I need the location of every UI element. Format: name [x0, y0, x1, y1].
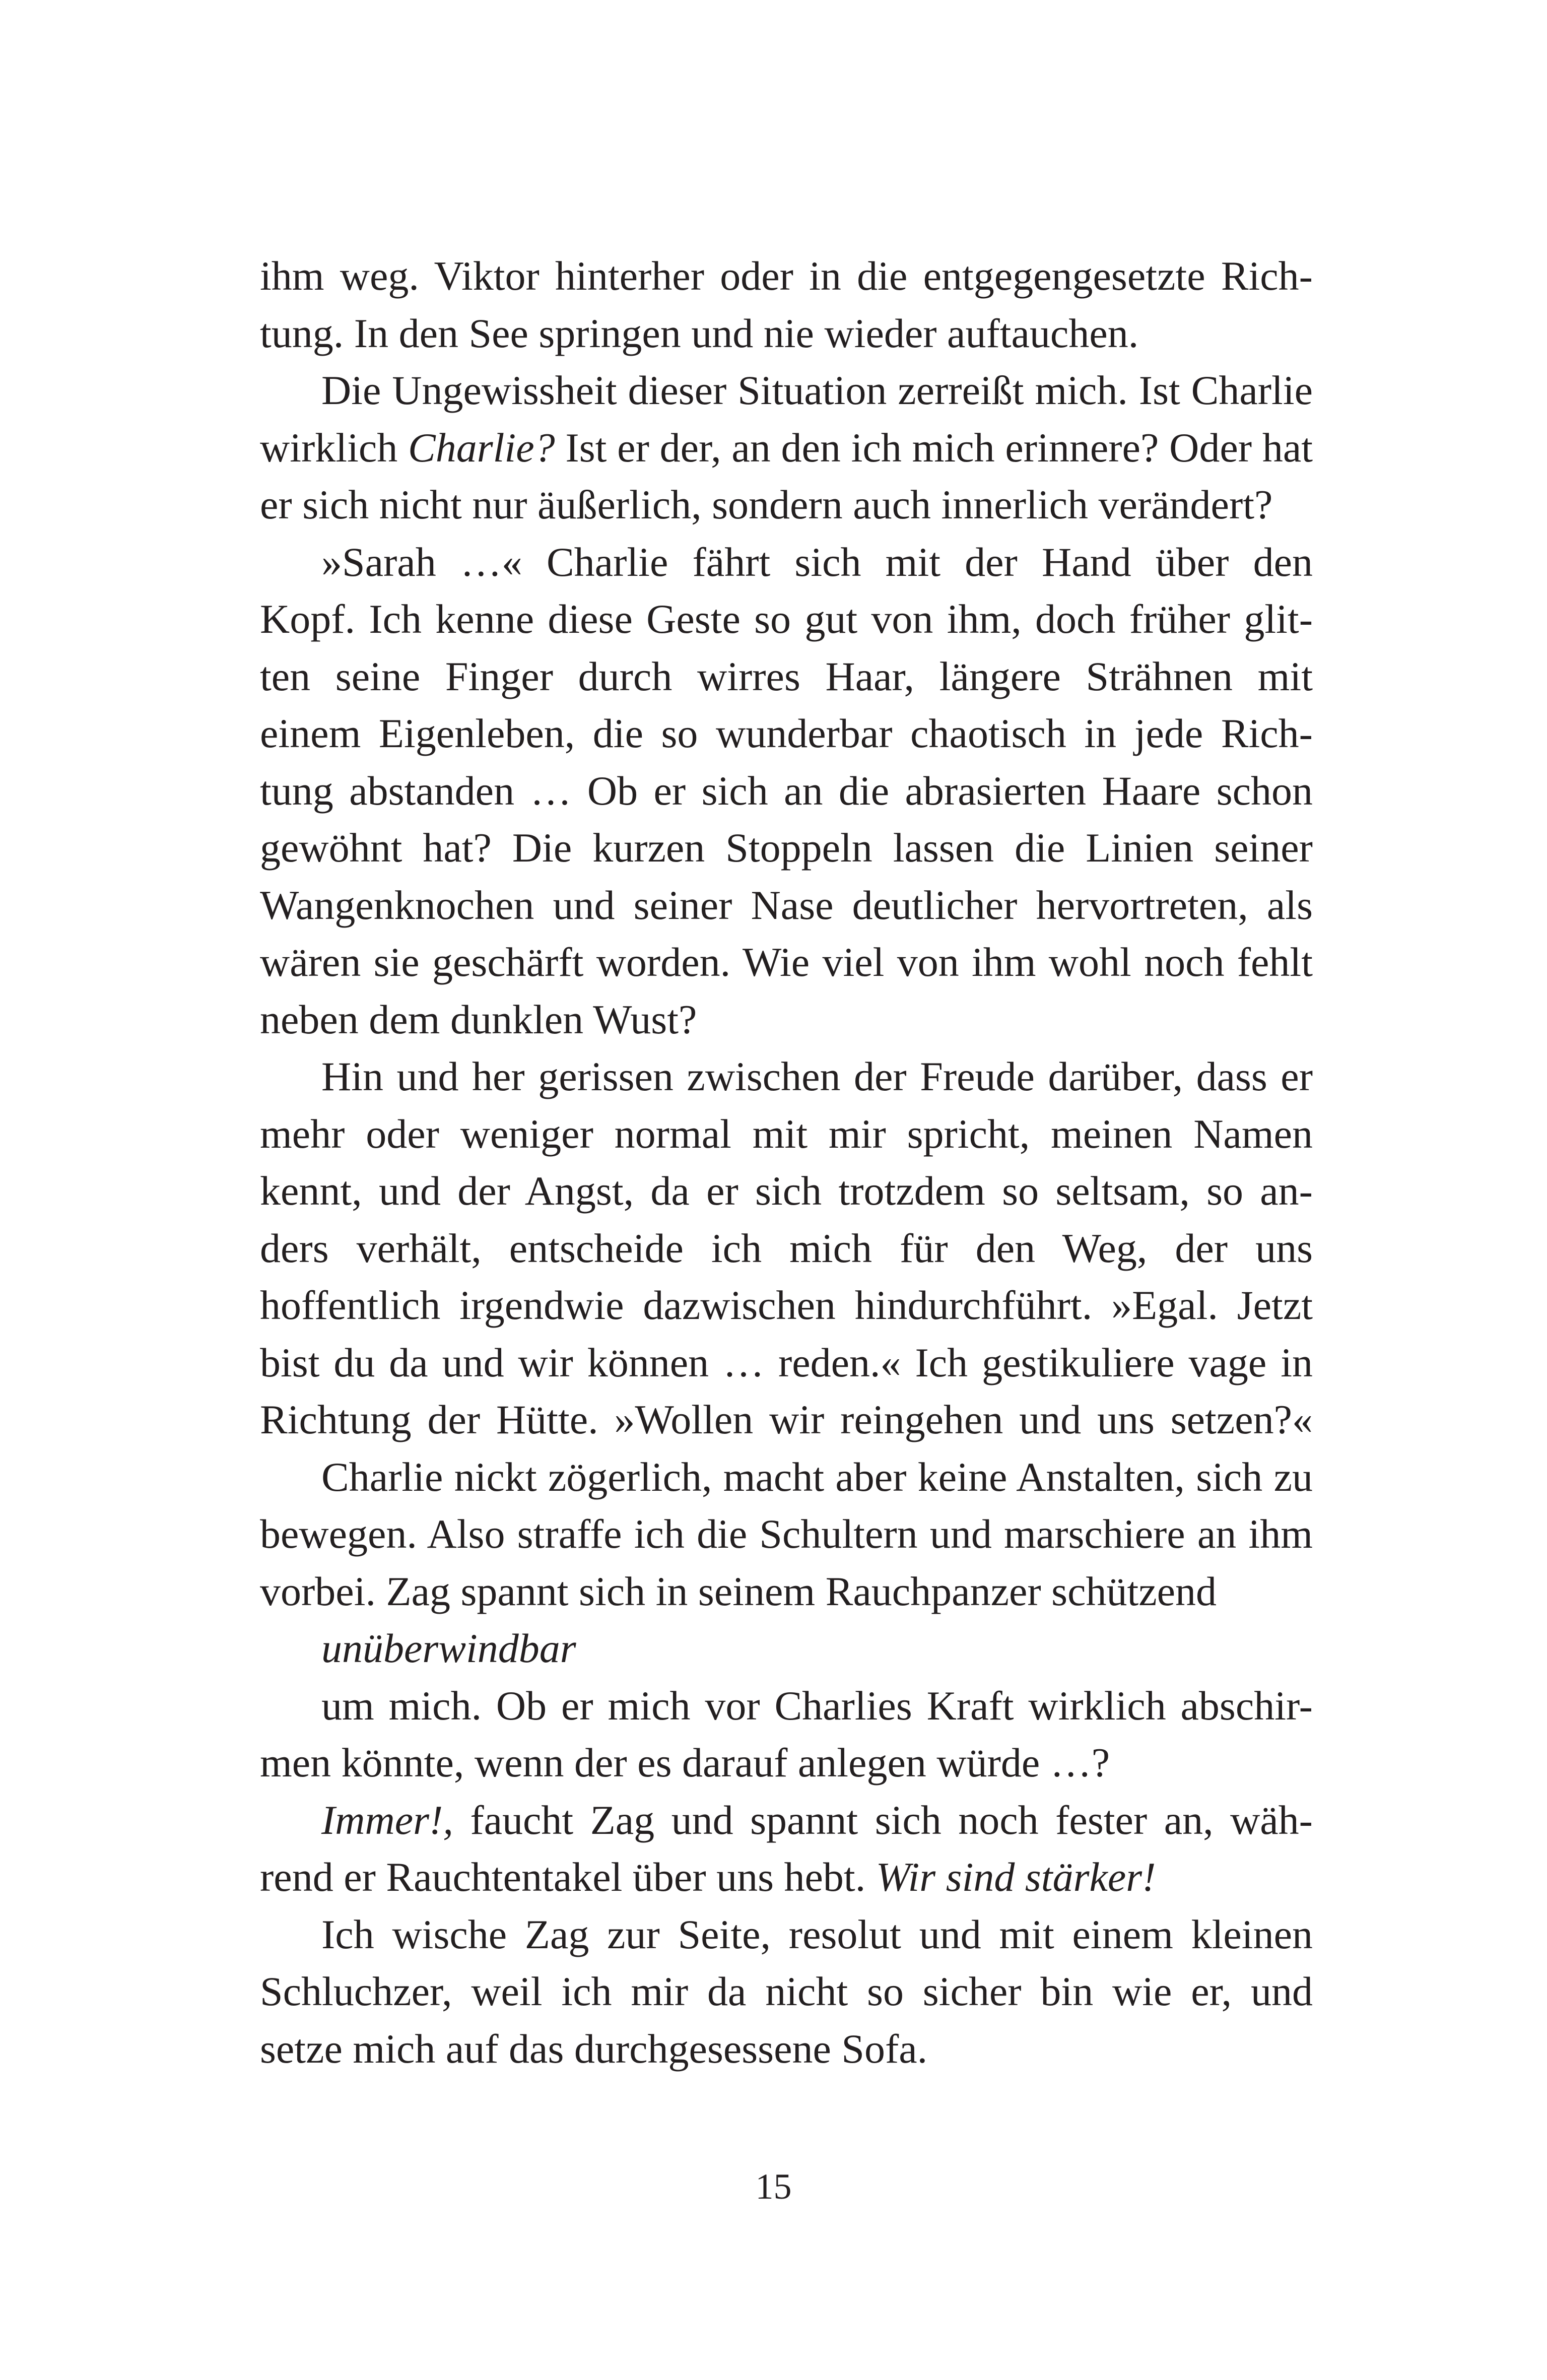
text-line: vorbei. Zag spannt sich in seinem Rauchpanzer schützend [260, 1568, 1217, 1614]
text-segment: wirklich [260, 424, 409, 471]
text-line [260, 419, 1313, 477]
italic-text: Wir sind stärker! [876, 1854, 1156, 1900]
italic-text: Immer!, [321, 1797, 453, 1843]
text-line: wären sie geschärft worden. Wie viel von ihm wohl noch fehlt [260, 939, 1313, 985]
text-line: Wangenknochen und seiner Nase deutlicher hervortreten, als [260, 882, 1313, 928]
text-line: er sich nicht nur äußerlich, sondern auch innerlich verändert? [260, 482, 1273, 527]
text-line: bist du da und wir können … reden.« Ich gestikuliere vage in [260, 1339, 1313, 1385]
text-segment: faucht Zag und spannt sich noch fester an, wäh- [453, 1797, 1313, 1843]
text-line [260, 1848, 1313, 1906]
body-text [260, 247, 1313, 2077]
text-line: »Sarah …« Charlie fährt sich mit der Hand über den [321, 539, 1313, 585]
text-line: Die Ungewissheit dieser Situation zerreißt mich. Ist Charlie [321, 367, 1313, 413]
text-line: Charlie nickt zögerlich, macht aber keine Anstalten, sich zu [321, 1453, 1313, 1500]
text-line: Hin und her gerissen zwischen der Freude darüber, dass er [321, 1053, 1313, 1099]
text-line: men könnte, wenn der es darauf anlegen würde …? [260, 1740, 1110, 1786]
text-line: Schluchzer, weil ich mir da nicht so sicher bin wie er, und [260, 1968, 1313, 2014]
italic-text: Charlie? [408, 424, 555, 471]
text-line: neben dem dunklen Wust? [260, 996, 697, 1042]
text-line: setze mich auf das durchgesessene Sofa. [260, 2025, 928, 2072]
text-line: Kopf. Ich kenne diese Geste so gut von ihm, doch früher glit- [260, 596, 1313, 642]
text-line [260, 1620, 1313, 1677]
text-segment: rend er Rauchtentakel über uns hebt. [260, 1854, 876, 1900]
page-number: 15 [755, 2166, 792, 2207]
text-line: Ich wische Zag zur Seite, resolut und mit einem kleinen [321, 1911, 1313, 1957]
text-segment: Ist er der, an den ich mich erinnere? Oder hat [555, 424, 1313, 471]
text-line: ten seine Finger durch wirres Haar, längere Strähnen mit [260, 653, 1313, 699]
text-line: gewöhnt hat? Die kurzen Stoppeln lassen die Linien seiner [260, 825, 1313, 871]
text-line: ders verhält, entscheide ich mich für den Weg, der uns [260, 1225, 1313, 1271]
text-line: mehr oder weniger normal mit mir spricht, meinen Namen [260, 1110, 1313, 1157]
text-line: Richtung der Hütte. »Wollen wir reingehen und uns setzen?« [260, 1397, 1313, 1442]
text-line: kennt, und der Angst, da er sich trotzdem so seltsam, so an- [260, 1168, 1313, 1214]
text-line: um mich. Ob er mich vor Charlies Kraft wirklich abschir- [321, 1682, 1313, 1729]
text-line: bewegen. Also straffe ich die Schultern und marschiere an ihm [260, 1511, 1313, 1557]
italic-text: unüberwindbar [321, 1625, 576, 1671]
text-line: einem Eigenleben, die so wunderbar chaotisch in jede Rich- [260, 710, 1313, 756]
text-line: ihm weg. Viktor hinterher oder in die entgegengesetzte Rich- [260, 253, 1313, 299]
text-line: tung. In den See springen und nie wieder auftauchen. [260, 310, 1139, 356]
text-line: tung abstanden … Ob er sich an die abrasierten Haare schon [260, 767, 1313, 814]
text-line [260, 1792, 1313, 1849]
text-line: hoffentlich irgendwie dazwischen hindurchführt. »Egal. Jetzt [260, 1282, 1313, 1328]
